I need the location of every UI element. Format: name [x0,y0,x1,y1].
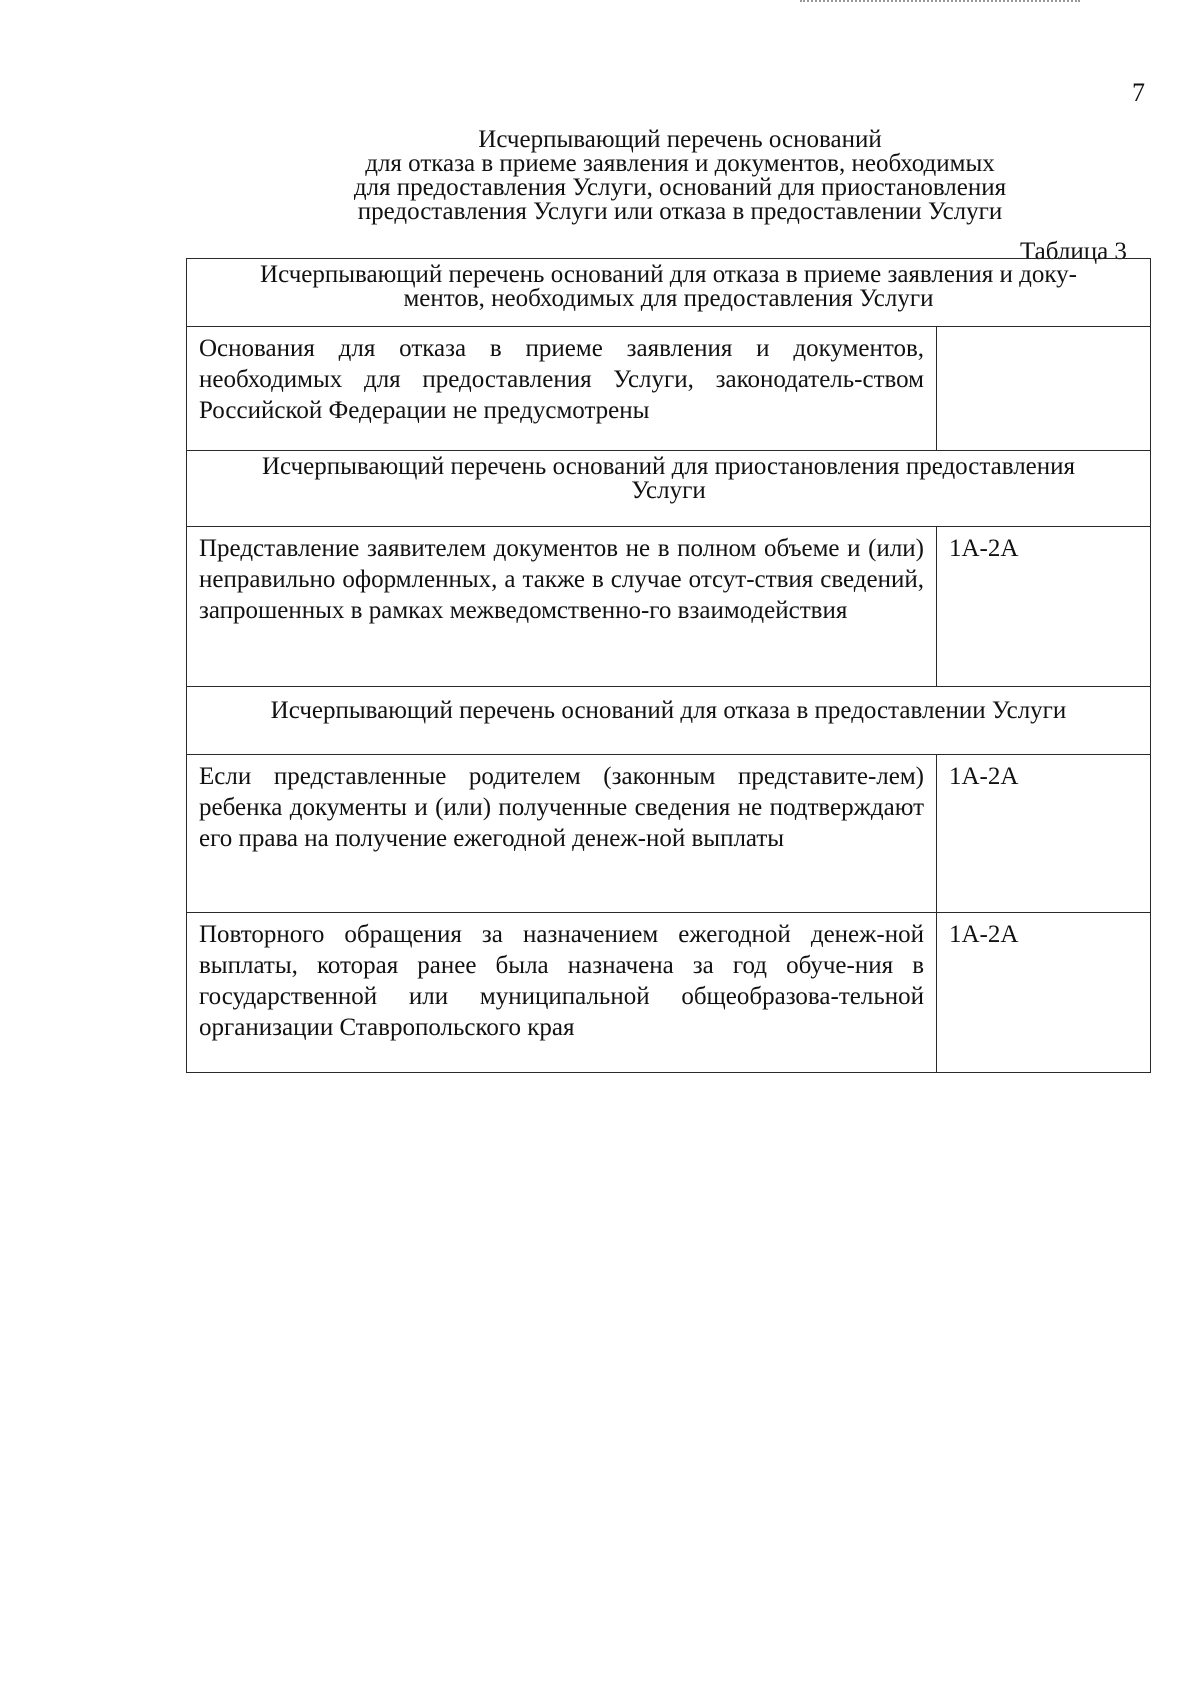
reason-cell: Если представленные родителем (законным представите-лем) ребенка документы и (или) полученные сведения не подтверждают его права на получение ежегодной денеж-ной выплаты [187,755,937,913]
document-heading [250,128,1110,224]
page-number: 7 [1132,78,1145,107]
table-row [187,327,1151,451]
heading-line: предоставления Услуги или отказа в предоставлении Услуги [357,198,1003,225]
section-header-row [187,451,1151,527]
reason-cell: Представление заявителем документов не в полном объеме и (или) неправильно оформленных, а также в случае отсут-ствия сведений, запрошенных в рамках межведомственно-го взаимодействия [187,527,937,687]
reason-cell: Повторного обращения за назначением ежегодной денеж-ной выплаты, которая ранее была назначена за год обуче-ния в государственной или муниципальной общеобразова-тельной организации Ставропольского края [187,913,937,1073]
section-title: Исчерпывающий перечень оснований для отказа в приеме заявления и доку- ментов, необходимых для предоставления Услуги [187,259,1151,327]
code-cell: 1А-2А [937,527,1151,687]
heading-line: Исчерпывающий перечень оснований [478,126,882,153]
table-row [187,527,1151,687]
heading-line: для предоставления Услуги, оснований для приостановления [353,174,1007,201]
section-header-row [187,259,1151,327]
code-cell: 1А-2А [937,755,1151,913]
section-title: Исчерпывающий перечень оснований для приостановления предоставления Услуги [187,451,1151,527]
section-title: Исчерпывающий перечень оснований для отказа в предоставлении Услуги [187,687,1151,755]
table-row [187,755,1151,913]
scan-artifact [800,0,1080,8]
table-row [187,913,1151,1073]
section-header-row [187,687,1151,755]
code-cell: 1А-2А [937,913,1151,1073]
grounds-table [186,258,1151,1073]
heading-line: для отказа в приеме заявления и документов, необходимых [365,150,995,177]
table-label: Таблица 3 [1020,238,1127,265]
reason-cell: Основания для отказа в приеме заявления и документов, необходимых для предоставления Услуги, законодатель-ством Российской Федерации не предусмотрены [187,327,937,451]
code-cell [937,327,1151,451]
